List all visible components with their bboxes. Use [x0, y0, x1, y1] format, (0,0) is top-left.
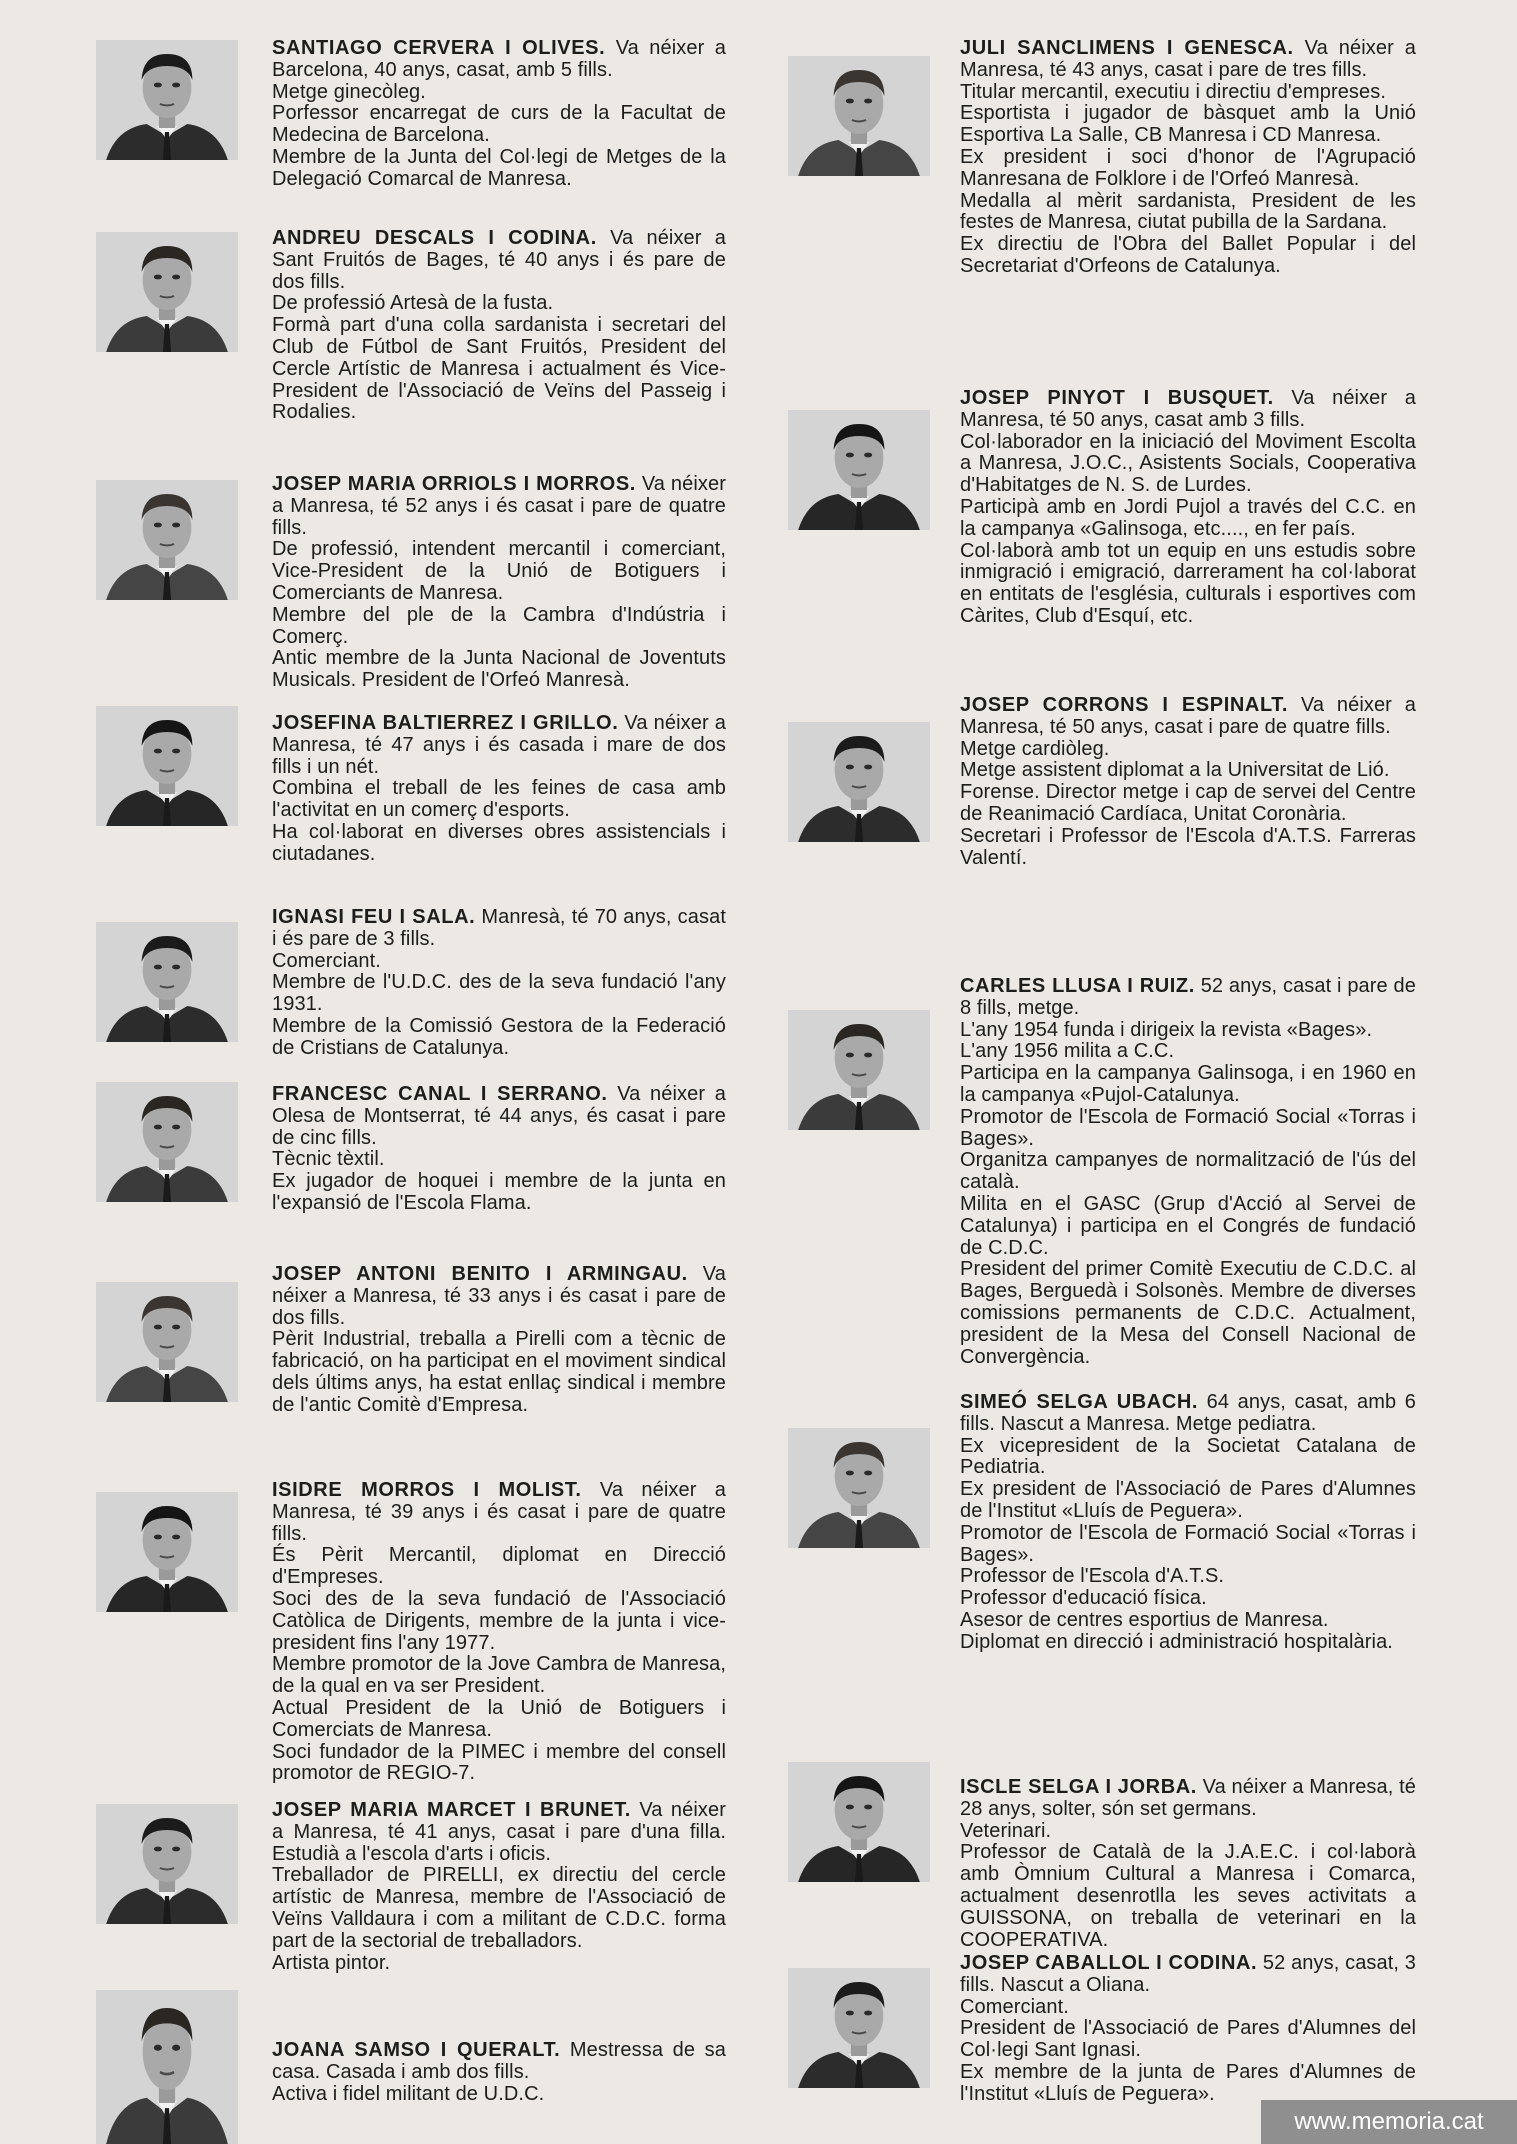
portrait-photo	[788, 722, 930, 842]
candidate-bio	[272, 474, 726, 692]
candidate-biography-text: Va néixer a Sant Fruitós de Bages, té 40 anys i és pare de dos fills. De professió Artesà de la fusta. Formà part d'una colla sardanista i secretari del Club de Fútbol de Sant Fruitós, President del Cercle Artístic de Manresa i actualment és Vice-President de l'Associació de Veïns del Passeig i Rodalies.	[272, 227, 726, 424]
portrait-photo	[788, 1762, 930, 1882]
candidate-name: FRANCESC CANAL I SERRANO.	[272, 1083, 608, 1105]
candidate-bio	[272, 1264, 726, 1417]
candidate-biography-text: Va néixer a Manresa, té 47 anys i és casada i mare de dos fills i un nét. Combina el treball de les feines de casa amb l'activitat en un comerç d'esports. Ha col·laborat en diverses obres assistencials i ciutadanes.	[272, 712, 726, 865]
portrait-photo	[96, 1804, 238, 1924]
portrait-photo	[96, 1282, 238, 1402]
candidate-bio	[960, 695, 1416, 869]
portrait-photo	[788, 1968, 930, 2088]
candidate-bio	[272, 228, 726, 424]
candidate-biography-text: Va néixer a Manresa, té 39 anys i és casat i pare de quatre fills. És Pèrit Mercantil, diplomat en Direcció d'Empreses. Soci des de la seva fundació de l'Associació Catòlica de Dirigents, membre de la junta i vice-president fins l'any 1977. Membre promotor de la Jove Cambra de Manresa, de la qual en va ser President. Actual President de la Unió de Botiguers i Comerciats de Manresa. Soci fundador de la PIMEC i membre del consell promotor de REGIO-7.	[272, 1479, 726, 1785]
candidate-bio	[960, 388, 1416, 628]
candidate-biography-text: Va néixer a Manresa, té 50 anys, casat i pare de quatre fills. Metge cardiòleg. Metge assistent diplomat a la Universitat de Lió. Forense. Director metge i cap de servei del Centre de Reanimació Cardíaca, Unitat Coronària. Secretari i Professor de l'Escola d'A.T.S. Farreras Valentí.	[960, 694, 1416, 869]
candidate-bio	[272, 38, 726, 191]
candidate-biography-text: Va néixer a Manresa, té 43 anys, casat i pare de tres fills. Titular mercantil, executiu i directiu d'empreses. Esportista i jugador de bàsquet amb la Unió Esportiva La Salle, CB Manresa i CD Manresa. Ex president i soci d'honor de l'Agrupació Manresana de Folklore i de l'Orfeó Manresà. Medalla al mèrit sardanista, President de les festes de Manresa, ciutat pubilla de la Sardana. Ex directiu de l'Obra del Ballet Popular i del Secretariat d'Orfeons de Catalunya.	[960, 37, 1416, 277]
candidate-name: JOSEP MARIA ORRIOLS I MORROS.	[272, 473, 636, 495]
candidate-name: IGNASI FEU I SALA.	[272, 906, 476, 928]
candidate-biography-text: Mestressa de sa casa. Casada i amb dos fills. Activa i fidel militant de U.D.C.	[272, 2039, 726, 2105]
candidate-bio	[272, 907, 726, 1060]
candidate-bio	[960, 1777, 1416, 1951]
candidate-biography-text: Va néixer a Olesa de Montserrat, té 44 anys, és casat i pare de cinc fills. Tècnic tèxtil. Ex jugador de hoquei i membre de la junta en l'expansió de l'Escola Flama.	[272, 1083, 726, 1214]
candidate-name: CARLES LLUSA I RUIZ.	[960, 975, 1195, 997]
portrait-photo	[96, 706, 238, 826]
portrait-photo	[96, 1492, 238, 1612]
candidate-name: JOSEP CABALLOL I CODINA.	[960, 1952, 1258, 1974]
candidate-bio	[272, 1800, 726, 1974]
portrait-photo	[96, 232, 238, 352]
candidate-biography-text: Va néixer a Manresa, té 50 anys, casat amb 3 fills. Col·laborador en la iniciació del Moviment Escolta a Manresa, J.O.C., Asistents Socials, Cooperativa d'Habitatges de N. S. de Lurdes. Participà amb en Jordi Pujol a través del C.C. en la campanya «Galinsoga, etc...., en fer país. Col·laborà amb tot un equip en uns estudis sobre inmigració i emigració, darrerament ha col·laborat en entitats de l'església, culturals i esportives com Càrites, Club d'Esquí, etc.	[960, 387, 1416, 627]
watermark-badge[interactable]: www.memoria.cat	[1261, 2100, 1517, 2144]
candidate-name: JOSEP CORRONS I ESPINALT.	[960, 694, 1289, 716]
candidate-bio	[272, 1480, 726, 1785]
candidate-name: ISCLE SELGA I JORBA.	[960, 1776, 1197, 1798]
candidate-name: JOANA SAMSO I QUERALT.	[272, 2039, 561, 2061]
candidate-bio	[960, 976, 1416, 1368]
portrait-photo	[96, 1990, 238, 2144]
candidate-biography-text: Manresà, té 70 anys, casat i és pare de 3 fills. Comerciant. Membre de l'U.D.C. des de la seva fundació l'any 1931. Membre de la Comissió Gestora de la Federació de Cristians de Catalunya.	[272, 906, 726, 1059]
candidate-bio	[960, 38, 1416, 278]
portrait-photo	[788, 56, 930, 176]
candidate-name: JOSEP PINYOT I BUSQUET.	[960, 387, 1274, 409]
candidate-bio	[272, 713, 726, 866]
portrait-photo	[788, 410, 930, 530]
candidate-biography-text: Va néixer a Manresa, té 28 anys, solter, són set germans. Veterinari. Professor de Català de la J.A.E.C. i col·laborà amb Òmnium Cultural a Manresa i Comarca, actualment desenrotlla les seves activitats a GUISSONA, on treballa de veterinari en la COOPERATIVA.	[960, 1776, 1416, 1951]
candidate-name: JOSEP MARIA MARCET I BRUNET.	[272, 1799, 631, 1821]
candidate-biography-text: Va néixer a Manresa, té 52 anys i és casat i pare de quatre fills. De professió, intendent mercantil i comerciant, Vice-President de la Unió de Botiguers i Comerciants de Manresa. Membre del ple de la Cambra d'Indústria i Comerç. Antic membre de la Junta Nacional de Joventuts Musicals. President de l'Orfeó Manresà.	[272, 473, 726, 692]
candidate-name: JOSEFINA BALTIERREZ I GRILLO.	[272, 712, 619, 734]
portrait-photo	[788, 1010, 930, 1130]
candidate-bio	[272, 2040, 726, 2105]
candidate-name: JOSEP ANTONI BENITO I ARMINGAU.	[272, 1263, 688, 1285]
candidate-biography-text: 64 anys, casat, amb 6 fills. Nascut a Manresa. Metge pediatra. Ex vicepresident de la Societat Catalana de Pediatria. Ex president de l'Associació de Pares d'Alumnes de l'Institut «Lluís de Peguera». Promotor de l'Escola de Formació Social «Torras i Bages». Professor de l'Escola d'A.T.S. Professor d'educació física. Asesor de centres esportius de Manresa. Diplomat en direcció i administració hospitalària.	[960, 1391, 1417, 1653]
candidate-name: SANTIAGO CERVERA I OLIVES.	[272, 37, 606, 59]
candidate-bio	[960, 1953, 1416, 2106]
candidate-biography-text: 52 anys, casat i pare de 8 fills, metge. L'any 1954 funda i dirigeix la revista «Bages». L'any 1956 milita a C.C. Participa en la campanya Galinsoga, i en 1960 en la campanya «Pujol-Catalunya. Promotor de l'Escola de Formació Social «Torras i Bages». Organitza campanyes de normalització de l'ús del català. Milita en el GASC (Grup d'Acció al Servei de Catalunya) i participa en el Congrés de fundació de C.D.C. President del primer Comitè Executiu de C.D.C. al Bages, Berguedà i Solsonès. Membre de diverses comissions permanents de C.D.C. Actualment, president de la Mesa del Consell Nacional de Convergència.	[960, 975, 1416, 1368]
candidate-biography-text: 52 anys, casat, 3 fills. Nascut a Oliana. Comerciant. President de l'Associació de Pares d'Alumnes del Col·legi Sant Ignasi. Ex membre de la junta de Pares d'Alumnes de l'Institut «Lluís de Peguera».	[960, 1952, 1416, 2105]
candidate-biography-text: Va néixer a Manresa, té 33 anys i és casat i pare de dos fills. Pèrit Industrial, treballa a Pirelli com a tècnic de fabricació, on ha participat en el moviment sindical dels últims anys, ha estat enllaç sindical i membre de l'antic Comitè d'Empresa.	[272, 1263, 726, 1416]
candidate-name: JULI SANCLIMENS I GENESCA.	[960, 37, 1294, 59]
candidate-name: ANDREU DESCALS I CODINA.	[272, 227, 597, 249]
candidate-bio	[272, 1084, 726, 1215]
portrait-photo	[96, 922, 238, 1042]
candidate-name: ISIDRE MORROS I MOLIST.	[272, 1479, 582, 1501]
candidate-bio	[960, 1392, 1416, 1654]
portrait-photo	[788, 1428, 930, 1548]
portrait-photo	[96, 1082, 238, 1202]
candidate-biography-text: Va néixer a Manresa, té 41 anys, casat i pare d'una filla. Estudià a l'escola d'arts i oficis. Treballador de PIRELLI, ex directiu del cercle artístic de Manresa, membre de l'Associació de Veïns Valldaura i com a militant de C.D.C. forma part de la sectorial de treballadors. Artista pintor.	[272, 1799, 726, 1974]
candidate-name: SIMEÓ SELGA UBACH.	[960, 1391, 1199, 1413]
candidate-biography-text: Va néixer a Barcelona, 40 anys, casat, amb 5 fills. Metge ginecòleg. Porfessor encarregat de curs de la Facultat de Medecina de Barcelona. Membre de la Junta del Col·legi de Metges de la Delegació Comarcal de Manresa.	[272, 37, 726, 190]
portrait-photo	[96, 480, 238, 600]
portrait-photo	[96, 40, 238, 160]
